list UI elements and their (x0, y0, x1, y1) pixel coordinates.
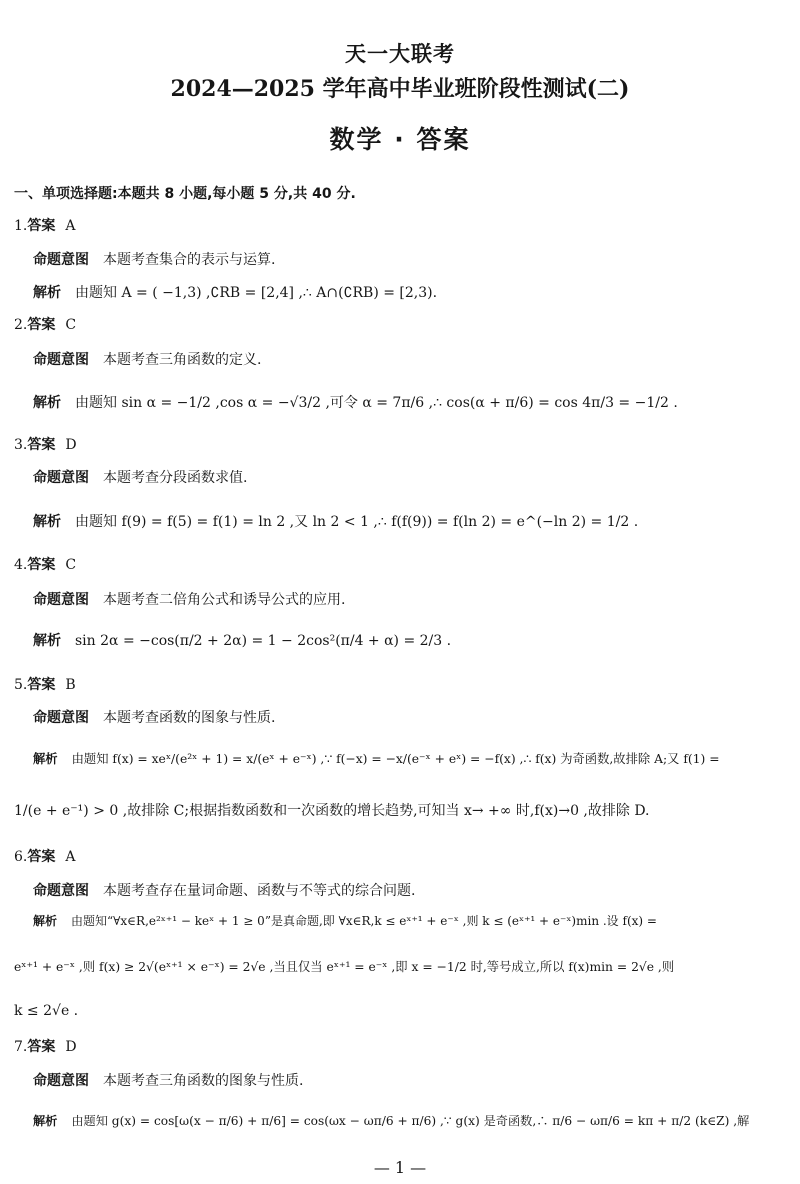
question-3-analysis: 解析 由题知 f(9) = f(5) = f(1) = ln 2 ,又 ln 2 < 1 ,∴ f(f(9)) = f(ln 2) = e^(−ln 2) = 1/2 . (33, 514, 639, 530)
section-heading: 一、单项选择题:本题共 8 小题,每小题 5 分,共 40 分. (14, 186, 356, 202)
question-6-intent: 命题意图 本题考查存在量词命题、函数与不等式的综合问题. (33, 883, 416, 899)
question-6-analysis-line-3: k ≤ 2√e . (14, 1003, 79, 1019)
question-1-answer: 1.答案 A (14, 218, 76, 234)
question-4-analysis: 解析 sin 2α = −cos(π/2 + 2α) = 1 − 2cos²(π/4 + α) = 2/3 . (33, 633, 452, 649)
question-6-answer: 6.答案 A (14, 849, 76, 865)
answer-letter: D (65, 437, 77, 453)
question-5-intent: 命题意图 本题考查函数的图象与性质. (33, 710, 276, 726)
question-2-answer: 2.答案 C (14, 317, 77, 333)
exam-title: 2024—2025 学年高中毕业班阶段性测试(二) (170, 76, 630, 102)
question-3-answer: 3.答案 D (14, 437, 77, 453)
question-1-intent: 命题意图 本题考查集合的表示与运算. (33, 252, 276, 268)
question-7-analysis: 解析 由题知 g(x) = cos[ω(x − π/6) + π/6] = cos(ωx − ωπ/6 + π/6) ,∵ g(x) 是奇函数,∴ π/6 − ωπ/6 = kπ + π/2 (k∈Z) ,解 (33, 1114, 750, 1128)
question-7-intent: 命题意图 本题考查三角函数的图象与性质. (33, 1073, 304, 1089)
question-1-analysis: 解析 由题知 A = ( −1,3) ,∁RB = [2,4] ,∴ A∩(∁RB) = [2,3). (33, 285, 438, 301)
page-number: — 1 — (373, 1158, 427, 1177)
subject-title: 数学 · 答案 (329, 125, 471, 154)
answer-letter: B (65, 677, 76, 693)
question-6-analysis: 解析 由题知“∀x∈R,e²ˣ⁺¹ − keˣ + 1 ≥ 0”是真命题,即 ∀x∈R,k ≤ eˣ⁺¹ + e⁻ˣ ,则 k ≤ (eˣ⁺¹ + e⁻ˣ)min .设 f(x) = (33, 914, 657, 928)
question-4-intent: 命题意图 本题考查二倍角公式和诱导公式的应用. (33, 592, 346, 608)
answer-letter: D (65, 1039, 77, 1055)
question-7-answer: 7.答案 D (14, 1039, 77, 1055)
question-5-answer: 5.答案 B (14, 677, 76, 693)
question-4-answer: 4.答案 C (14, 557, 77, 573)
question-6-analysis-line-2: eˣ⁺¹ + e⁻ˣ ,则 f(x) ≥ 2√(eˣ⁺¹ × e⁻ˣ) = 2√e ,当且仅当 eˣ⁺¹ = e⁻ˣ ,即 x = −1/2 时,等号成立,所以 f(x)min = 2√e ,则 (14, 960, 675, 974)
answer-letter: C (65, 317, 77, 333)
answer-letter: A (65, 849, 76, 865)
question-5-analysis-line-2: 1/(e + e⁻¹) > 0 ,故排除 C;根据指数函数和一次函数的增长趋势,可知当 x→ +∞ 时,f(x)→0 ,故排除 D. (14, 803, 650, 819)
organization-title: 天一大联考 (345, 42, 455, 66)
question-3-intent: 命题意图 本题考查分段函数求值. (33, 470, 248, 486)
question-2-analysis: 解析 由题知 sin α = −1/2 ,cos α = −√3/2 ,可令 α = 7π/6 ,∴ cos(α + π/6) = cos 4π/3 = −1/2 . (33, 395, 678, 411)
answer-letter: A (65, 218, 76, 234)
answer-letter: C (65, 557, 77, 573)
question-2-intent: 命题意图 本题考查三角函数的定义. (33, 352, 262, 368)
question-5-analysis: 解析 由题知 f(x) = xeˣ/(e²ˣ + 1) = x/(eˣ + e⁻ˣ) ,∵ f(−x) = −x/(e⁻ˣ + eˣ) = −f(x) ,∴ f(x) 为奇函数,故排除 A;又 f(1) = (33, 752, 720, 766)
